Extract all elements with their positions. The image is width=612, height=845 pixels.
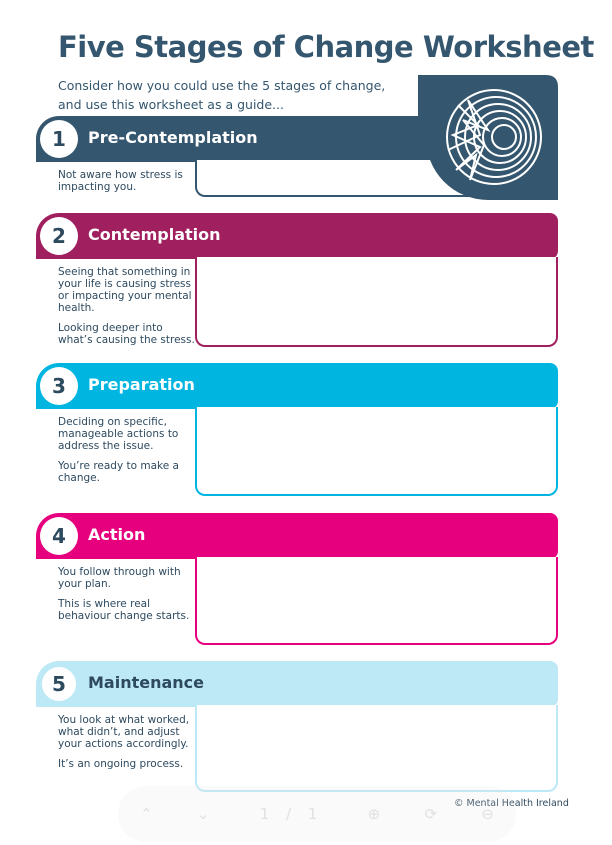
page-down-icon[interactable]: ⌄	[196, 805, 210, 823]
page-current[interactable]: 1	[259, 805, 270, 823]
stage-number-badge	[40, 665, 78, 703]
stress-spiral-logo-icon	[418, 75, 558, 200]
rotate-icon[interactable]: ⟳	[424, 805, 438, 823]
zoom-in-icon[interactable]: ⊕	[367, 805, 381, 823]
pdf-viewer-toolbar[interactable]	[118, 786, 516, 842]
stage-description	[58, 416, 198, 492]
stage-description-paragraph: You follow through with your plan.	[58, 566, 181, 590]
page-title: Five Stages of Change Worksheet	[58, 30, 594, 64]
stage-notes-box[interactable]	[195, 257, 558, 347]
stage-title: Pre-Contemplation	[88, 128, 258, 147]
stage-title: Action	[88, 525, 146, 544]
stage-description-paragraph: Looking deeper into what’s causing the stress.	[58, 322, 195, 346]
stage-notes-box[interactable]	[195, 407, 558, 496]
stage-title: Preparation	[88, 375, 195, 394]
stage-number-badge	[40, 367, 78, 405]
stage-number: 3	[52, 374, 66, 398]
stage-description-paragraph: Deciding on specific, manageable actions to address the issue.	[58, 416, 179, 452]
intro-line: Consider how you could use the 5 stages of change,	[58, 78, 386, 93]
stage-description	[58, 566, 198, 630]
stage-description-paragraph: Seeing that something in your life is causing stress or impacting your mental health.	[58, 266, 192, 314]
copyright: © Mental Health Ireland	[454, 798, 569, 809]
stage-number: 5	[52, 672, 66, 696]
stage-number: 1	[52, 127, 66, 151]
stage-description-paragraph: You’re ready to make a change.	[58, 460, 179, 484]
stage-description-paragraph: It’s an ongoing process.	[58, 758, 184, 770]
page-indicator	[248, 805, 330, 823]
stage-description	[58, 169, 198, 201]
stage-description-paragraph: Not aware how stress is impacting you.	[58, 169, 183, 193]
stage-title: Maintenance	[88, 673, 205, 692]
stage-number-badge	[40, 120, 78, 158]
stage-description-paragraph: You look at what worked, what didn’t, and adjust your actions accordingly.	[58, 714, 190, 750]
stage-description	[58, 714, 198, 778]
page-up-icon[interactable]: ⌃	[140, 805, 153, 823]
stage-description-paragraph: This is where real behaviour change starts.	[58, 598, 190, 622]
intro-line: and use this worksheet as a guide...	[58, 97, 284, 112]
zoom-out-icon[interactable]: ⊖	[481, 805, 494, 823]
page-total: 1	[307, 805, 318, 823]
stage-description	[58, 266, 198, 354]
stage-title: Contemplation	[88, 225, 221, 244]
intro-text	[58, 76, 388, 114]
stage-number-badge	[40, 217, 78, 255]
stage-notes-box[interactable]	[195, 705, 558, 792]
stage-notes-box[interactable]	[195, 557, 558, 645]
page-separator: /	[286, 805, 292, 823]
stage-number-badge	[40, 517, 78, 555]
stage-number: 2	[52, 224, 66, 248]
stage-number: 4	[52, 524, 66, 548]
